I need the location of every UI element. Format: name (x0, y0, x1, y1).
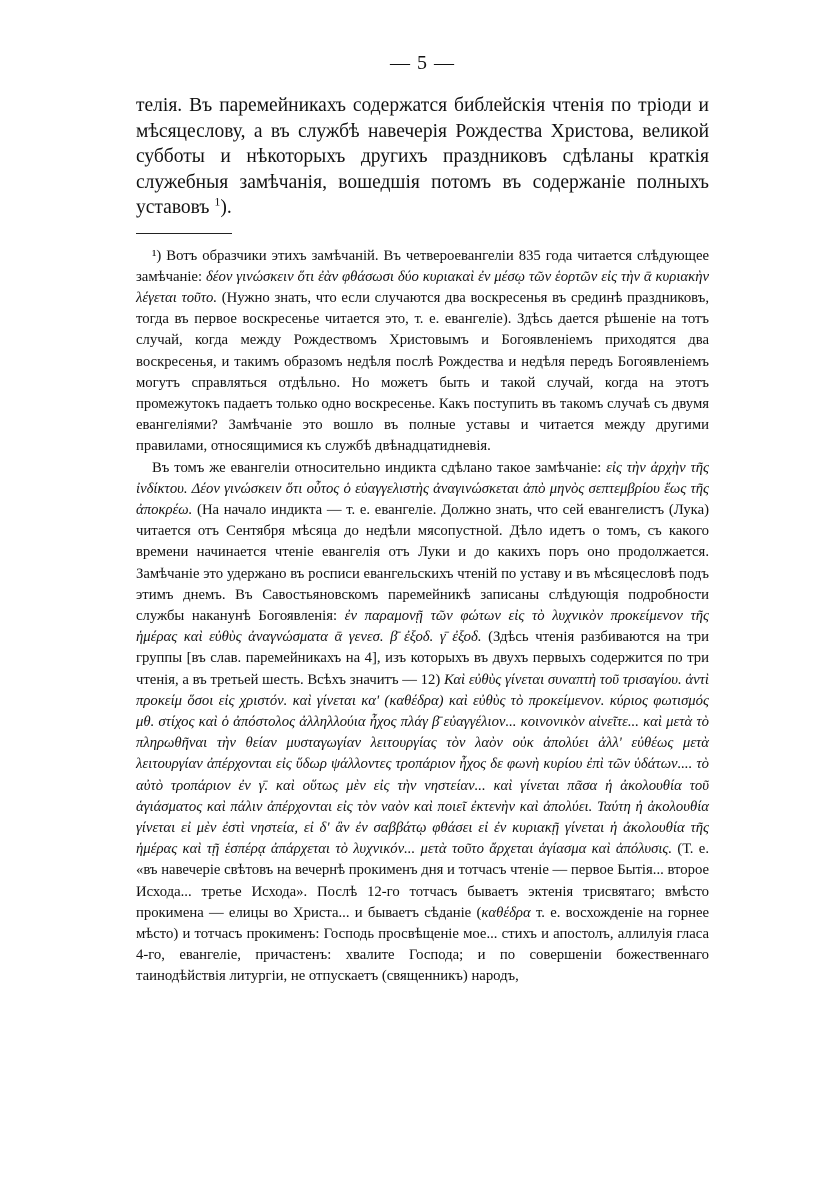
main-paragraph-end: ). (220, 197, 232, 218)
greek-word: καθέδρα (481, 904, 531, 921)
footnote-text: т. е. восхожденіе на горнее мѣсто) и тотчасъ прокименъ: Господь просвѣщеніе мое... стихъ и апостолъ, аллилуія гласа 4-го, евангеліе, причастенъ: хвалите Господа; и по совершеніи божественнаго таинодѣйствія литургіи, не отпускаетъ (священникъ) народъ, (136, 904, 709, 985)
greek-quote: εἰς τὴν ἀρχὴν τῆς ἰνδίκτου. Δέον γινώσκειν ὅτι οὗτος ὁ εὐαγγελιστὴς ἀναγινώσκεται ἀπὸ μηνὸς σεπτεμβρίου ἕως τῆς ἀποκρέω. (136, 459, 709, 518)
page-number: — 5 — (390, 52, 455, 74)
footnote-paragraph-1 (136, 246, 709, 458)
footnote-text: (Здѣсь чтенія разбиваются на три группы [въ слав. паремейникахъ на 4], изъ которыхъ въ двухъ первыхъ содержится по три чтенія, а въ третьей шесть. Всѣхъ значитъ — 12) (136, 629, 709, 688)
main-paragraph-text: телія. Въ паремейникахъ содержатся библейскія чтенія по тріоди и мѣсяцеслову, а въ службѣ навечерія Рождества Христова, великой субботы и нѣкоторыхъ другихъ праздниковъ сдѣланы краткія служебныя замѣчанія, вошедшія потомъ въ содержаніе полныхъ уставовъ (136, 95, 709, 218)
footnote-reference[interactable]: 1 (214, 194, 221, 209)
footnote-text: ¹) Вотъ образчики этихъ замѣчаній. Въ четвероевангеліи 835 года читается слѣдующее замѣчаніе: (136, 247, 709, 285)
footnote-divider (136, 233, 232, 234)
greek-quote: Καὶ εὐθὺς γίνεται συναπτὴ τοῦ τρισαγίου. ἀντὶ προκείμ ὅσοι εἰς χριστόν. καὶ γίνεται καʹ (καθέδρα) καὶ εὐθὺς τὸ προκείμενον. κύριος φωτισμός μθ. στίχος καὶ ὁ ἀπόστολος ἀλληλλούια ἦχος πλάγ β̄ εὐαγγέλιον... κοινονικὸν αἰνεῖτε... καὶ μετὰ τὸ πληρωθῆναι τὴν θείαν μυσταγωγίαν λειτουργίας τὸν λαὸν οὐκ ἀπολύει ἀλλ' εὐθέως μετὰ λειτουργίαν ἀπέρχονται εἰς ὕδωρ ψάλλοντες τροπάριον ἦχος δε φωνὴ κυρίου ἐπὶ τῶν ὑδάτων.... τὸ αὐτὸ τροπάριον ἐν γ̄. καὶ οὕτως μὲν εἰς τὴν νηστείαν... καὶ γίνεται πᾶσα ἡ ἀκολουθία τοῦ ἁγιάσματος καὶ πάλιν ἀπέρχονται εἰς τὸν ναὸν καὶ ποιεῖ ἐκτενὴν καὶ ἀπολύει. Ταύτη ἡ ἀκολουθία γίνεται εἰ μὲν ἐστὶ νηστεία, εἰ δ' ἂν ἐν σαββάτῳ φθάσει εἰ ἐν κυριακῇ γίνεται ἡ ἀκολουθία τῆς ἡμέρας καὶ τῇ ἑσπέρᾳ ἀπάρχεται τὸ λυχνικόν... μετὰ τοῦτο ἄρχεται ἁγίασμα καὶ ἀπόλυσις. (136, 671, 709, 858)
footnote-paragraph-2 (136, 458, 709, 988)
document-page (136, 52, 709, 988)
footnote-text: (Т. е. «въ навечеріе свѣтовъ на вечернѣ прокименъ дня и тотчасъ чтеніе — первое Бытія... второе Исхода... третье Исхода». Послѣ 12-го тотчасъ бываетъ эктенія трисвятаго; вмѣсто прокимена — елицы во Христа... и бываетъ сѣданіе ( (136, 841, 709, 921)
footnote-text: (На начало индикта — т. е. евангеліе. Должно знать, что сей евангелистъ (Лука) читается отъ Сентября мѣсяца до недѣли мясопустной. Дѣло идетъ о томъ, съ какого времени начинается чтеніе евангелія отъ Луки и до какихъ поръ оно продолжается. Замѣчаніе это удержано въ росписи евангельскихъ чтеній по уставу и въ мѣсяцесловѣ подъ этимъ днемъ. Въ Савостьяновскомъ паремейникѣ записаны слѣдующія подробности службы наканунѣ Богоявленія: (136, 501, 709, 624)
greek-quote: δέον γινώσκειν ὅτι ἐὰν φθάσωσι δύο κυριακαὶ ἐν μέσῳ τῶν ἑορτῶν εἰς τὴν ᾱ κυριακὴν λέγεται τοῦτο. (136, 268, 709, 306)
main-paragraph (136, 93, 709, 221)
footnote (136, 246, 709, 988)
greek-quote: ἐν παραμονῇ τῶν φώτων εἰς τὸ λυχνικὸν προκείμενον τῆς ἡμέρας καὶ εὐθὺς ἀναγνώσματα ᾱ γενεσ. β̄ ἐξοδ. γ̄ ἐξοδ. (136, 607, 710, 646)
main-text (136, 93, 709, 221)
footnote-text: (Нужно знать, что если случаются два воскресенья въ срединѣ праздниковъ, тогда въ первое воскресенье читается это, т. е. евангеліе). Здѣсь дается рѣшеніе на тотъ случай, когда между Рождествомъ Христовымъ и Богоявленіемъ приходятся два воскресенья, и такимъ образомъ недѣля послѣ Рождества и недѣля передъ Богоявленіемъ могутъ справляться отдѣльно. Но можетъ быть и такой случай, когда на этотъ промежутокъ падаетъ только одно воскресенье. Какъ поступить въ такомъ случаѣ съ двумя евангеліями? Замѣчаніе это вошло въ полные уставы и читается между другими правилами, относящимися къ службѣ двѣнадцатидневія. (136, 289, 710, 455)
footnote-text: Въ томъ же евангеліи относительно индикта сдѣлано такое замѣчаніе: (152, 459, 607, 476)
